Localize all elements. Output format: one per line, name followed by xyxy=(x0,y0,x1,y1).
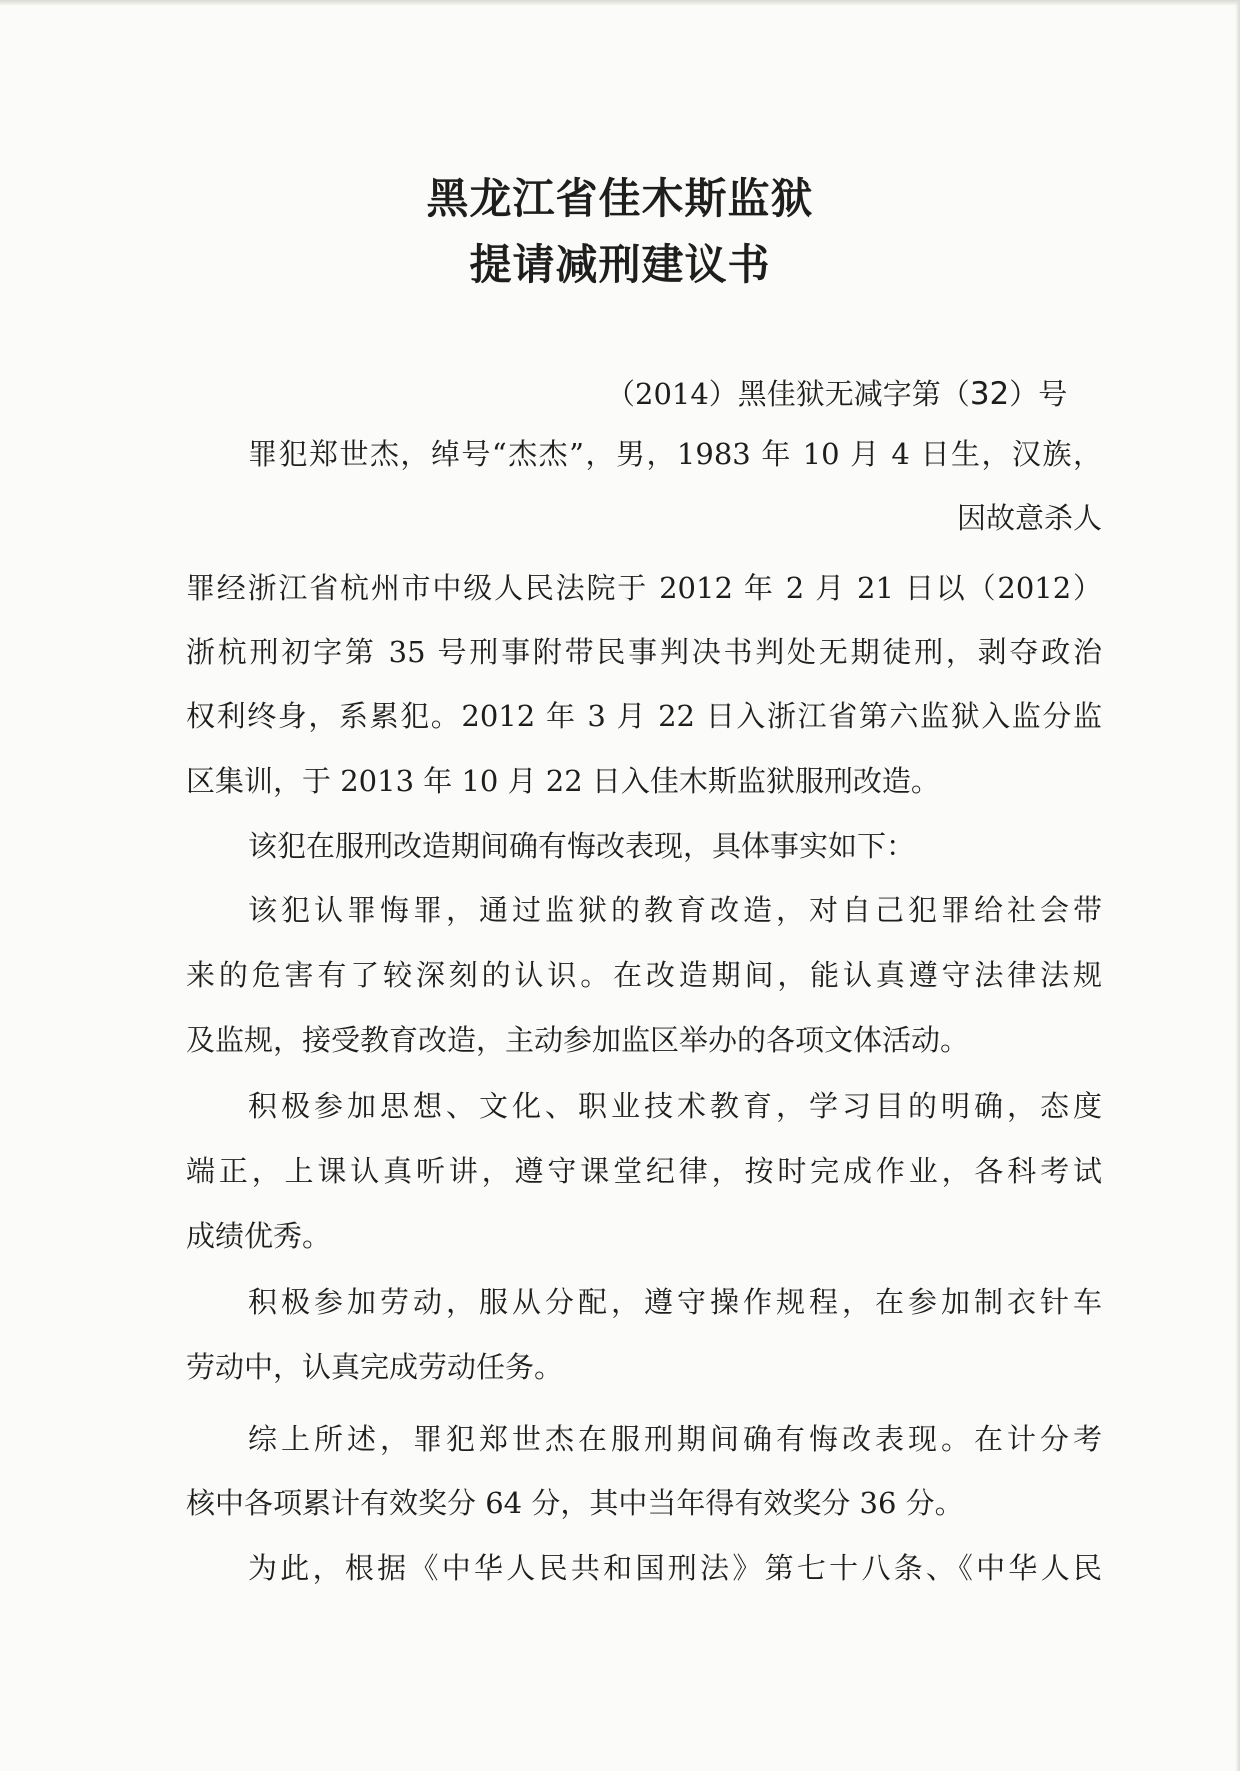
body-line: 该犯在服刑改造期间确有悔改表现，具体事实如下： xyxy=(248,829,916,863)
document-title-org: 黑龙江省佳木斯监狱 xyxy=(426,174,814,223)
body-line: 该犯认罪悔罪，通过监狱的教育改造，对自己犯罪给社会带 xyxy=(248,893,1102,927)
body-line: 积极参加思想、文化、职业技术教育，学习目的明确，态度 xyxy=(248,1089,1102,1123)
document-number-suffix: ）号 xyxy=(1009,377,1068,411)
document-title: 提请减刑建议书 xyxy=(469,240,771,289)
body-line: 端正，上课认真听讲，遵守课堂纪律，按时完成作业，各科考试 xyxy=(186,1154,1102,1188)
body-line: 罪犯郑世杰，绰号“杰杰”，男，1983 年 10 月 4 日生，汉族， xyxy=(248,437,1102,471)
body-line: 劳动中，认真完成劳动任务。 xyxy=(186,1350,564,1384)
body-line: 为此，根据《中华人民共和国刑法》第七十八条、《中华人民 xyxy=(248,1551,1102,1585)
body-line: 成绩优秀。 xyxy=(186,1219,332,1253)
document-number-value: 32 xyxy=(969,376,1010,412)
document-number-prefix: （2014）黑佳狱无减字第（ xyxy=(606,377,970,411)
document-number xyxy=(606,372,1067,413)
body-line: 综上所述，罪犯郑世杰在服刑期间确有悔改表现。在计分考 xyxy=(248,1422,1102,1456)
scan-edge xyxy=(0,0,1240,6)
body-line: 积极参加劳动，服从分配，遵守操作规程，在参加制衣针车 xyxy=(248,1285,1102,1319)
body-line: 浙杭刑初字第 35 号刑事附带民事判决书判处无期徒刑，剥夺政治 xyxy=(186,635,1102,669)
body-line: 来的危害有了较深刻的认识。在改造期间，能认真遵守法律法规 xyxy=(186,958,1102,992)
body-line: 核中各项累计有效奖分 64 分，其中当年得有效奖分 36 分。 xyxy=(186,1486,964,1520)
body-line: 权利终身，系累犯。2012 年 3 月 22 日入浙江省第六监狱入监分监 xyxy=(186,699,1102,733)
body-line: 区集训，于 2013 年 10 月 22 日入佳木斯监狱服刑改造。 xyxy=(186,764,940,798)
body-line: 及监规，接受教育改造，主动参加监区举办的各项文体活动。 xyxy=(186,1023,970,1057)
body-line: 罪经浙江省杭州市中级人民法院于 2012 年 2 月 21 日以（2012） xyxy=(186,571,1102,605)
body-line: 因故意杀人 xyxy=(956,501,1102,535)
